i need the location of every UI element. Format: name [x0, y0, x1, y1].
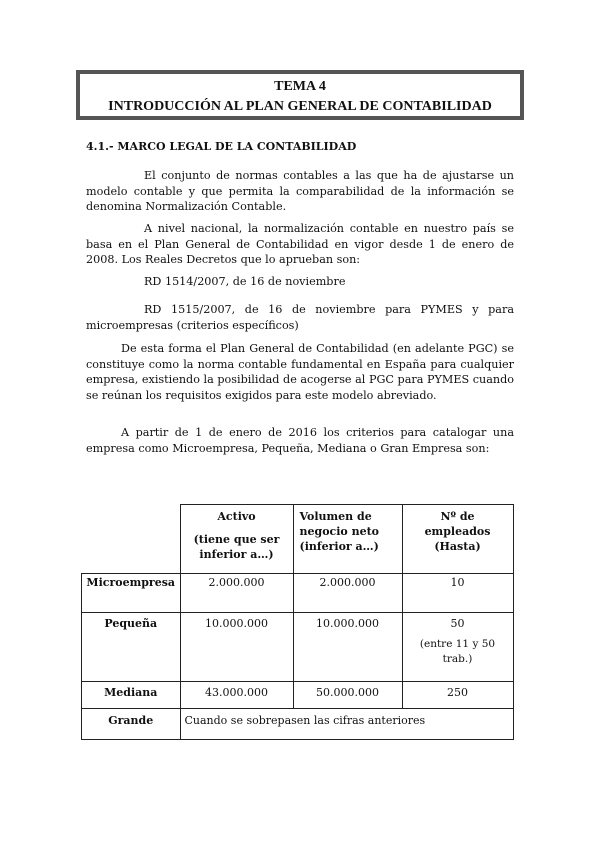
table-row	[82, 613, 514, 682]
table-header-row	[82, 505, 514, 574]
row-label: Grande	[108, 714, 154, 727]
header-volumen: Volumen de negocio neto (inferior a…)	[299, 510, 379, 553]
paragraph-text: El conjunto de normas contables a las que ha de ajustarse un modelo contable y que permita la comparabilidad de la información se denomina Normalización Contable.	[86, 169, 514, 213]
paragraph-text: A nivel nacional, la normalización contable en nuestro país se basa en el Plan General de Contabilidad en vigor desde 1 de enero de 2008. Los Reales Decretos que lo aprueban son:	[86, 222, 514, 266]
cell-empleados: 250	[447, 686, 468, 699]
table-row	[82, 574, 514, 613]
cell-volumen: 50.000.000	[316, 686, 379, 699]
chapter-title: INTRODUCCIÓN AL PLAN GENERAL DE CONTABILIDAD	[108, 99, 492, 114]
cell-grande-text: Cuando se sobrepasen las cifras anteriores	[184, 714, 426, 727]
cell-activo: 10.000.000	[205, 617, 268, 630]
cell-activo: 2.000.000	[208, 576, 265, 589]
header-activo-sub: (tiene que ser inferior a…)	[193, 533, 280, 561]
header-activo: Activo	[217, 510, 256, 523]
real-decreto-1515	[86, 302, 514, 333]
chapter-number: TEMA 4	[274, 79, 326, 94]
cell-volumen: 2.000.000	[319, 576, 376, 589]
paragraph-normalizacion	[86, 168, 514, 215]
paragraph-pgc	[86, 341, 514, 403]
paragraph-criterios	[86, 425, 514, 456]
header-empleados: Nº de empleados (Hasta)	[424, 510, 491, 553]
paragraph-text: RD 1515/2007, de 16 de noviembre para PYMES y para microempresas (criterios específicos)	[86, 303, 514, 332]
cell-note: (entre 11 y 50 trab.)	[419, 638, 496, 665]
cell-volumen: 10.000.000	[316, 617, 379, 630]
paragraph-text: A partir de 1 de enero de 2016 los criterios para catalogar una empresa como Microempresa, Pequeña, Mediana o Gran Empresa son:	[86, 426, 514, 455]
row-label: Microempresa	[86, 576, 176, 589]
paragraph-nivel-nacional	[86, 221, 514, 268]
cell-activo: 43.000.000	[205, 686, 268, 699]
real-decreto-1514: RD 1514/2007, de 16 de noviembre	[144, 275, 346, 288]
cell-empleados: 50	[450, 617, 465, 630]
section-heading: 4.1.- MARCO LEGAL DE LA CONTABILIDAD	[86, 140, 357, 153]
cell-empleados: 10	[450, 576, 465, 589]
row-label: Pequeña	[104, 617, 158, 630]
chapter-title-box	[76, 70, 524, 120]
paragraph-text: De esta forma el Plan General de Contabilidad (en adelante PGC) se constituye como la norma contable fundamental en España para cualquier empresa, existiendo la posibilidad de acogerse al PGC para PYMES cuando se reúnan los requisitos exigidos para este modelo abreviado.	[86, 342, 514, 402]
row-label: Mediana	[104, 686, 158, 699]
company-size-table	[81, 504, 514, 740]
table-row	[82, 682, 514, 709]
table-row	[82, 709, 514, 740]
